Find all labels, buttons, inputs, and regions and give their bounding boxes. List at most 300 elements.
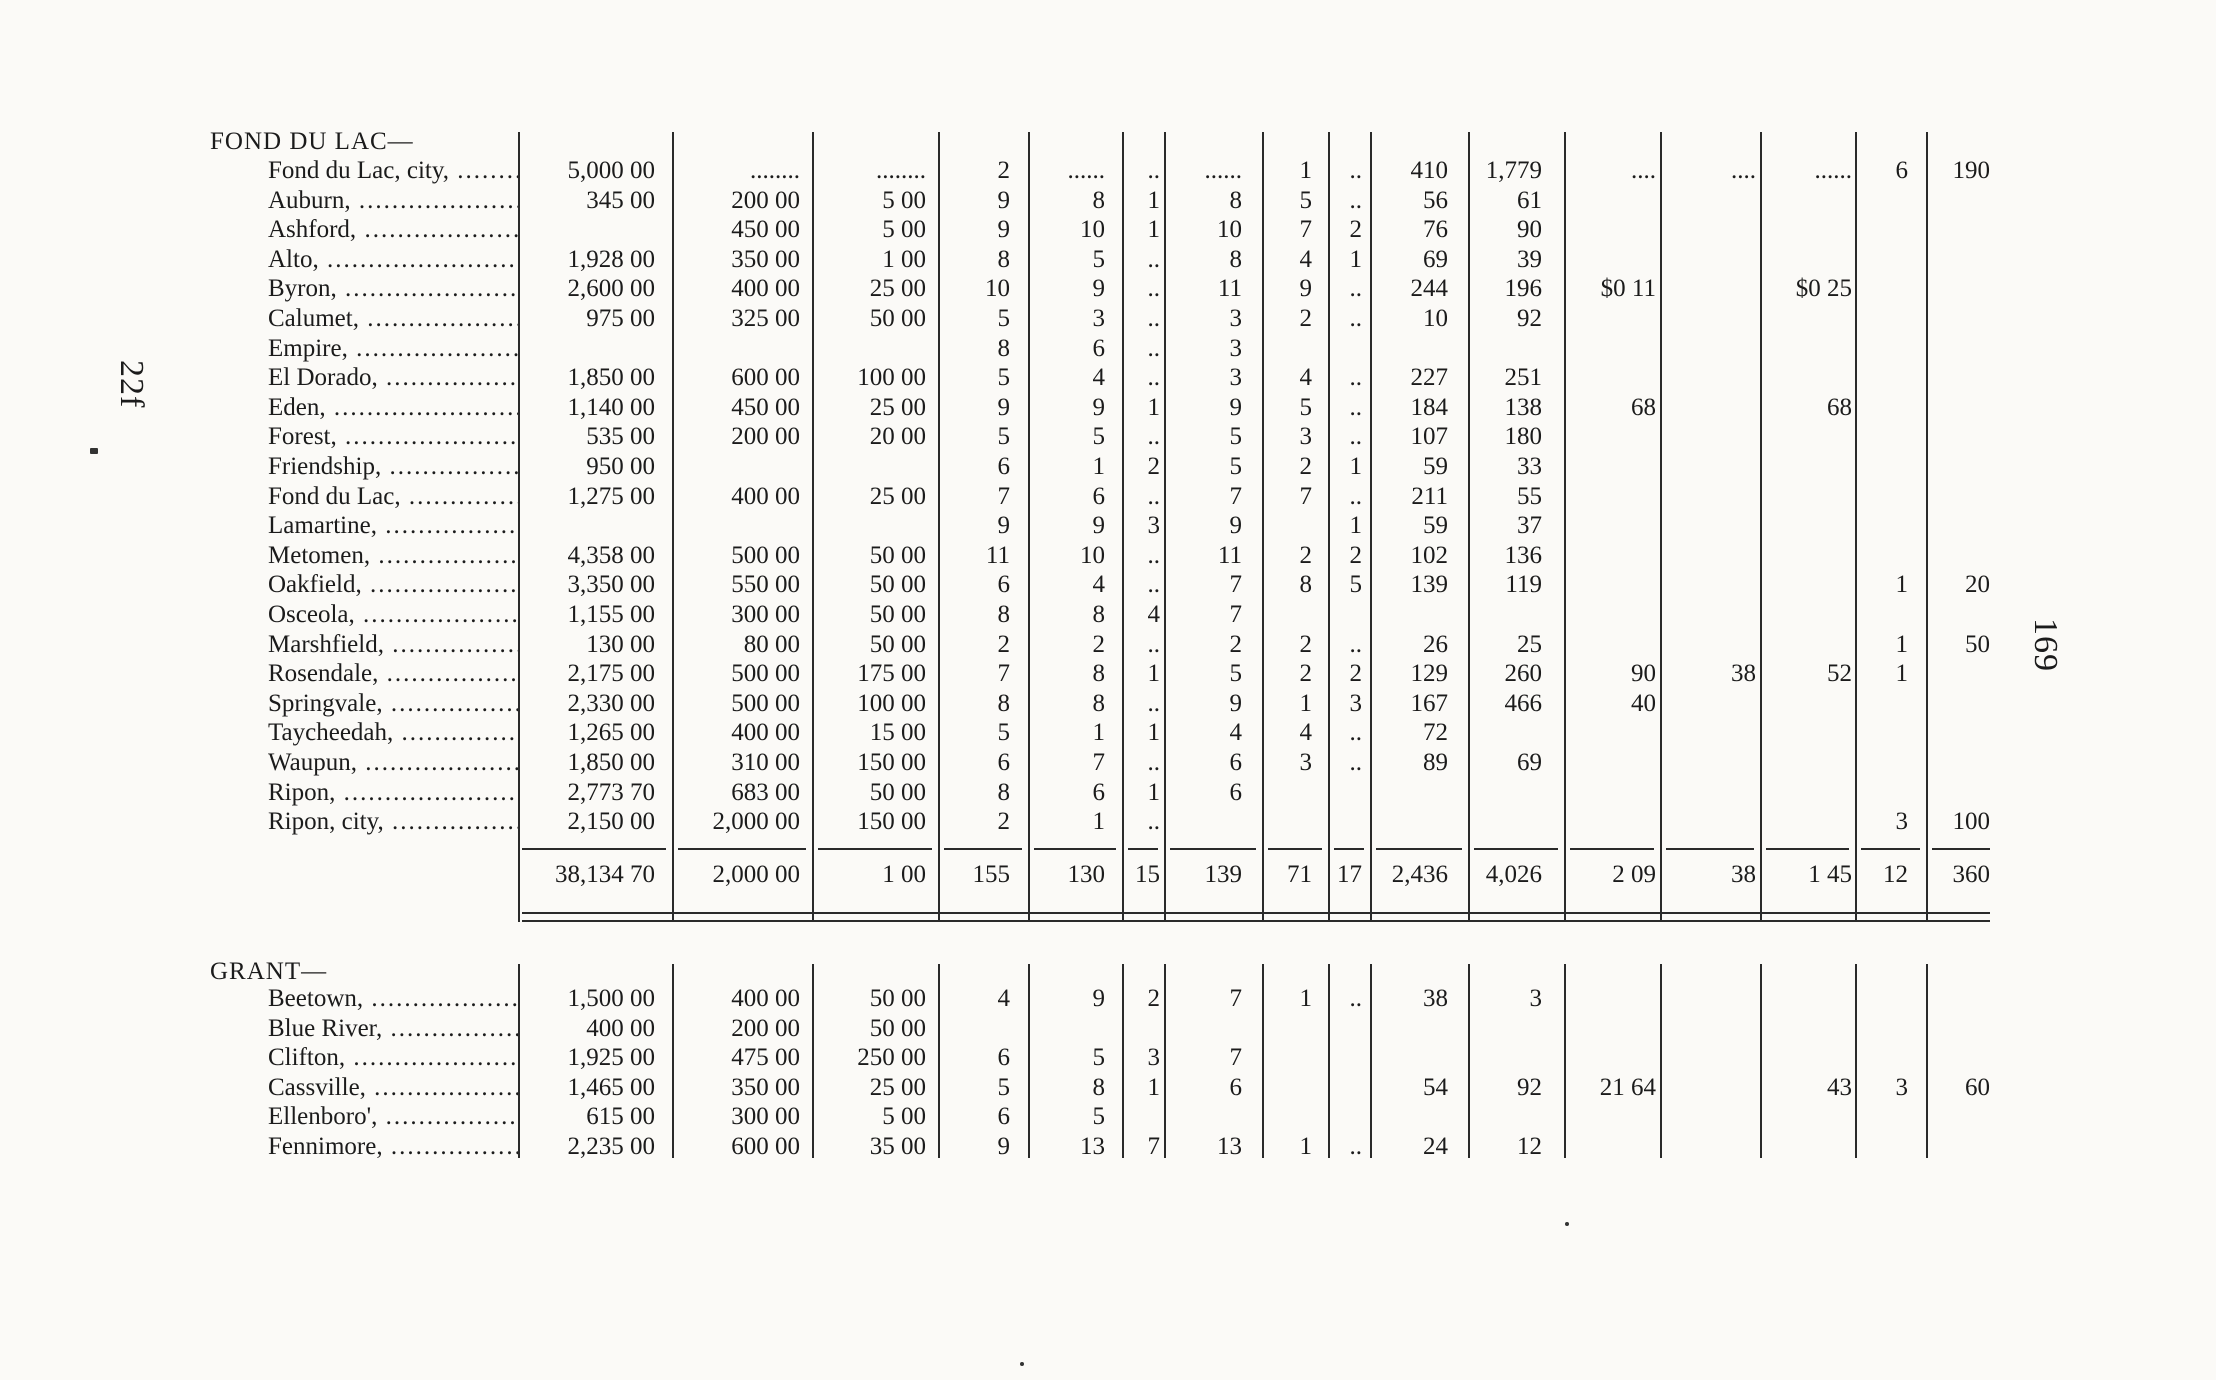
table-row: [0, 1014, 2216, 1043]
table-cell: 211: [1411, 482, 1448, 510]
table-cell: 8: [997, 778, 1010, 806]
town-name: Byron, .....: [268, 274, 518, 303]
table-cell: 80 00: [743, 630, 800, 658]
table-cell: 175 00: [857, 660, 926, 688]
table-cell: 180: [1504, 423, 1542, 451]
town-name: Eden, .....: [268, 393, 518, 422]
table-cell: 8: [997, 601, 1010, 628]
table-cell: 1: [1092, 453, 1105, 480]
table-cell: 7: [1147, 1133, 1160, 1160]
table-cell: 68: [1827, 393, 1852, 421]
table-cell: 2,175 00: [567, 660, 655, 688]
table-cell: 76: [1423, 216, 1448, 244]
table-cell: 1: [1092, 719, 1105, 747]
table-cell: 6: [1092, 482, 1105, 510]
table-cell: 975 00: [586, 305, 655, 332]
table-cell: ..: [1147, 571, 1160, 599]
table-cell: 3: [1299, 749, 1312, 776]
table-cell: 9: [997, 512, 1010, 540]
row-rule: [1932, 848, 1990, 850]
table-cell: 3: [1229, 334, 1242, 362]
table-cell: 38: [1423, 985, 1448, 1012]
table-cell: 2: [1147, 985, 1160, 1012]
table-cell: 25 00: [869, 393, 926, 421]
table-cell: 3: [1529, 985, 1542, 1012]
table-cell: 260: [1504, 660, 1542, 688]
table-cell: 1,500 00: [567, 985, 655, 1012]
total-cell: 15: [1135, 861, 1160, 888]
table-cell: 683 00: [731, 778, 800, 806]
table-cell: 950 00: [586, 453, 655, 480]
table-cell: 400 00: [731, 985, 800, 1012]
table-cell: ..: [1147, 157, 1160, 184]
table-cell: ..: [1147, 689, 1160, 717]
town-name: Marshfield, .....: [268, 630, 518, 659]
table-cell: 200 00: [731, 1014, 800, 1042]
table-cell: 89: [1423, 749, 1448, 776]
table-cell: 8: [1092, 601, 1105, 628]
table-cell: ..: [1349, 1133, 1362, 1160]
table-cell: 5: [1229, 660, 1242, 688]
table-cell: 8: [1092, 689, 1105, 717]
town-name: Blue River, .....: [268, 1014, 518, 1043]
table-cell: ..: [1349, 985, 1362, 1012]
table-cell: 3: [1229, 364, 1242, 392]
table-cell: 59: [1423, 453, 1448, 480]
table-cell: 8: [997, 689, 1010, 717]
page-number: 169: [2027, 618, 2064, 672]
row-rule: [1766, 848, 1849, 850]
table-cell: ..: [1349, 719, 1362, 747]
table-row: [0, 718, 2216, 747]
table-cell: 33: [1517, 453, 1542, 480]
section-title-grant: GRANT—: [210, 958, 328, 985]
table-cell: 535 00: [586, 423, 655, 451]
table-cell: 10: [1080, 216, 1105, 244]
table-cell: 1: [1299, 689, 1312, 717]
table-cell: 5: [1229, 453, 1242, 480]
table-cell: ......: [1204, 157, 1242, 184]
table-cell: 50 00: [869, 541, 926, 569]
total-cell: 2,000 00: [712, 861, 800, 888]
town-name: Ashford, .....: [268, 215, 518, 244]
town-name: Clifton, .....: [268, 1043, 518, 1072]
table-cell: 52: [1827, 660, 1852, 688]
table-row: [0, 570, 2216, 599]
table-cell: ..: [1147, 541, 1160, 569]
table-cell: 4: [1299, 364, 1312, 392]
town-name: Friendship, .....: [268, 452, 518, 481]
total-cell: 2,436: [1391, 861, 1448, 888]
table-cell: 1: [1147, 719, 1160, 747]
table-cell: 2: [1299, 453, 1312, 480]
table-cell: 92: [1517, 305, 1542, 332]
town-name: Oakfield, .....: [268, 570, 518, 599]
table-cell: 1: [1147, 393, 1160, 421]
row-rule: [944, 848, 1022, 850]
section-title-fond-du-lac: FOND DU LAC—: [210, 128, 414, 155]
table-row: [0, 452, 2216, 481]
table-cell: 150 00: [857, 808, 926, 836]
table-cell: 200 00: [731, 186, 800, 214]
table-cell: 466: [1504, 689, 1542, 717]
table-cell: ..: [1349, 630, 1362, 658]
table-cell: 6: [997, 749, 1010, 776]
table-cell: 9: [1229, 689, 1242, 717]
table-cell: 5: [1299, 186, 1312, 214]
row-rule: [522, 920, 1990, 922]
row-rule: [678, 848, 806, 850]
town-name: Springvale, .....: [268, 689, 518, 718]
town-name: Taycheedah, .....: [268, 718, 518, 747]
totals-row: [0, 860, 2216, 889]
table-cell: 92: [1517, 1073, 1542, 1101]
table-cell: 68: [1631, 393, 1656, 421]
table-cell: 3,350 00: [567, 571, 655, 599]
table-cell: 6: [1092, 334, 1105, 362]
table-cell: 56: [1423, 186, 1448, 214]
table-cell: 12: [1517, 1133, 1542, 1160]
table-cell: 9: [1299, 275, 1312, 303]
table-cell: ..: [1349, 393, 1362, 421]
table-cell: 2,773 70: [567, 778, 655, 806]
table-cell: 25 00: [869, 482, 926, 510]
table-cell: 450 00: [731, 393, 800, 421]
table-row: [0, 807, 2216, 836]
table-row: [0, 334, 2216, 363]
table-cell: 5: [997, 364, 1010, 392]
table-cell: 5: [997, 305, 1010, 332]
table-cell: 1: [1147, 186, 1160, 214]
table-cell: 20 00: [869, 423, 926, 451]
table-cell: 6: [1092, 778, 1105, 806]
table-cell: 10: [1080, 541, 1105, 569]
total-cell: 38,134 70: [555, 861, 655, 888]
table-cell: 2: [1299, 541, 1312, 569]
table-cell: ..: [1147, 305, 1160, 332]
row-rule: [1376, 848, 1462, 850]
table-cell: 7: [1229, 1044, 1242, 1072]
table-cell: 244: [1410, 275, 1448, 303]
table-cell: 119: [1505, 571, 1542, 599]
table-cell: 450 00: [731, 216, 800, 244]
table-cell: 69: [1423, 245, 1448, 273]
table-cell: ......: [1814, 157, 1852, 184]
table-cell: 1: [1299, 157, 1312, 184]
table-cell: 167: [1410, 689, 1448, 717]
table-cell: 5: [1299, 393, 1312, 421]
table-cell: 1,275 00: [567, 482, 655, 510]
table-cell: 7: [1299, 216, 1312, 244]
table-cell: 400 00: [586, 1014, 655, 1042]
table-cell: 11: [1217, 541, 1242, 569]
table-cell: 2,600 00: [567, 275, 655, 303]
table-cell: 1: [1147, 660, 1160, 688]
table-cell: 139: [1410, 571, 1448, 599]
total-cell: 139: [1204, 861, 1242, 888]
table-cell: 10: [1423, 305, 1448, 332]
table-row: [0, 186, 2216, 215]
table-row: [0, 511, 2216, 540]
table-cell: 5 00: [882, 186, 926, 214]
table-cell: 300 00: [731, 601, 800, 628]
table-cell: 2: [1349, 660, 1362, 688]
table-cell: 5: [1229, 423, 1242, 451]
table-cell: ..: [1147, 275, 1160, 303]
row-rule: [1570, 848, 1654, 850]
table-cell: ..: [1147, 630, 1160, 658]
table-cell: 250 00: [857, 1044, 926, 1072]
table-cell: $0 11: [1600, 275, 1656, 303]
table-cell: 8: [1229, 245, 1242, 273]
row-rule: [1268, 848, 1322, 850]
table-cell: ..: [1147, 334, 1160, 362]
table-cell: ..: [1147, 749, 1160, 776]
table-cell: 100: [1952, 808, 1990, 836]
table-cell: 1,465 00: [567, 1073, 655, 1101]
total-cell: 38: [1731, 861, 1756, 888]
table-cell: 20: [1965, 571, 1990, 599]
table-cell: 15 00: [869, 719, 926, 747]
town-name: Metomen, .....: [268, 541, 518, 570]
table-cell: 11: [985, 541, 1010, 569]
table-cell: ....: [1731, 157, 1756, 184]
table-cell: 100 00: [857, 689, 926, 717]
table-cell: ....: [1631, 157, 1656, 184]
total-cell: 1 45: [1808, 861, 1852, 888]
table-cell: 500 00: [731, 541, 800, 569]
row-rule: [1474, 848, 1558, 850]
table-cell: 4: [997, 985, 1010, 1012]
table-cell: 251: [1504, 364, 1542, 392]
ink-speck: [1565, 1222, 1569, 1226]
table-cell: 4: [1229, 719, 1242, 747]
table-row: [0, 748, 2216, 777]
table-cell: 107: [1410, 423, 1448, 451]
table-cell: 1: [1895, 630, 1908, 658]
table-cell: 2: [1349, 541, 1362, 569]
row-rule: [1861, 848, 1920, 850]
table-cell: 2: [1299, 660, 1312, 688]
table-cell: 54: [1423, 1073, 1448, 1101]
town-name: Auburn, .....: [268, 186, 518, 215]
table-cell: 39: [1517, 245, 1542, 273]
table-cell: 400 00: [731, 719, 800, 747]
table-cell: 25 00: [869, 275, 926, 303]
table-cell: 5: [1092, 1103, 1105, 1131]
row-rule: [1666, 848, 1754, 850]
row-rule: [522, 848, 666, 850]
table-cell: 60: [1965, 1073, 1990, 1101]
town-name: Beetown, .....: [268, 984, 518, 1013]
table-cell: 1: [1349, 245, 1362, 273]
table-cell: 350 00: [731, 1073, 800, 1101]
table-cell: 1: [1147, 1073, 1160, 1101]
table-cell: 1: [1895, 571, 1908, 599]
table-cell: ..: [1147, 808, 1160, 836]
total-cell: 12: [1883, 861, 1908, 888]
table-cell: 1: [1147, 216, 1160, 244]
table-cell: 8: [997, 245, 1010, 273]
table-cell: 6: [1229, 778, 1242, 806]
table-cell: 2: [1299, 630, 1312, 658]
table-cell: 1,928 00: [567, 245, 655, 273]
table-cell: 9: [1092, 985, 1105, 1012]
table-row: [0, 1073, 2216, 1102]
town-name: Fond du Lac, .....: [268, 482, 518, 511]
table-cell: 50 00: [869, 630, 926, 658]
table-cell: 1: [1299, 985, 1312, 1012]
table-row: [0, 659, 2216, 688]
table-cell: 615 00: [586, 1103, 655, 1131]
table-cell: 500 00: [731, 660, 800, 688]
table-cell: 3: [1895, 808, 1908, 836]
table-cell: 5,000 00: [567, 157, 655, 184]
table-row: [0, 689, 2216, 718]
table-cell: 72: [1423, 719, 1448, 747]
table-cell: 9: [997, 186, 1010, 214]
town-name: Alto, .....: [268, 245, 518, 274]
table-cell: 2,000 00: [712, 808, 800, 836]
table-row: [0, 422, 2216, 451]
table-cell: 2,330 00: [567, 689, 655, 717]
table-cell: 3: [1349, 689, 1362, 717]
table-cell: ..: [1147, 423, 1160, 451]
table-cell: 3: [1229, 305, 1242, 332]
table-cell: 400 00: [731, 275, 800, 303]
table-cell: 21 64: [1599, 1073, 1656, 1101]
table-row: [0, 482, 2216, 511]
table-cell: ..: [1147, 482, 1160, 510]
table-cell: 1: [1349, 453, 1362, 480]
table-cell: 1,265 00: [567, 719, 655, 747]
table-cell: 5 00: [882, 216, 926, 244]
ink-speck: [90, 448, 98, 454]
signature-mark-left: 22f: [113, 360, 150, 409]
table-cell: 9: [1229, 512, 1242, 540]
total-cell: 2 09: [1612, 861, 1656, 888]
table-cell: 1: [1092, 808, 1105, 836]
table-cell: 2,150 00: [567, 808, 655, 836]
table-row: [0, 541, 2216, 570]
table-cell: 5: [997, 1073, 1010, 1101]
table-cell: 7: [1229, 985, 1242, 1012]
table-cell: 4: [1299, 719, 1312, 747]
table-row: [0, 393, 2216, 422]
table-cell: 150 00: [857, 749, 926, 776]
table-cell: 10: [985, 275, 1010, 303]
table-cell: 4: [1092, 364, 1105, 392]
table-cell: 325 00: [731, 305, 800, 332]
table-cell: 90: [1517, 216, 1542, 244]
table-cell: 100 00: [857, 364, 926, 392]
table-cell: 6: [1895, 157, 1908, 184]
town-name: Ellenboro', .....: [268, 1102, 518, 1131]
table-cell: 2: [1229, 630, 1242, 658]
table-cell: ..: [1349, 482, 1362, 510]
table-cell: 5: [1092, 245, 1105, 273]
table-cell: 8: [997, 334, 1010, 362]
ink-speck: [1020, 1362, 1024, 1366]
table-cell: 4,358 00: [567, 541, 655, 569]
town-name: Waupun, .....: [268, 748, 518, 777]
table-cell: 50 00: [869, 778, 926, 806]
table-row: [0, 1043, 2216, 1072]
table-cell: 500 00: [731, 689, 800, 717]
table-cell: 5: [997, 423, 1010, 451]
table-cell: 3: [1299, 423, 1312, 451]
total-cell: 71: [1287, 861, 1312, 888]
town-name: Empire, .....: [268, 334, 518, 363]
total-cell: 130: [1067, 861, 1105, 888]
table-cell: 13: [1217, 1133, 1242, 1160]
table-cell: 25: [1517, 630, 1542, 658]
table-cell: 102: [1410, 541, 1448, 569]
table-cell: 9: [1229, 393, 1242, 421]
table-cell: 350 00: [731, 245, 800, 273]
table-cell: 5: [1349, 571, 1362, 599]
table-row: [0, 600, 2216, 629]
town-name: Lamartine, .....: [268, 511, 518, 540]
table-cell: ..: [1349, 364, 1362, 392]
table-cell: 345 00: [586, 186, 655, 214]
table-cell: 50 00: [869, 985, 926, 1012]
table-cell: 6: [997, 453, 1010, 480]
row-rule: [1128, 848, 1158, 850]
table-cell: 59: [1423, 512, 1448, 540]
table-cell: 5: [997, 719, 1010, 747]
table-cell: 4: [1092, 571, 1105, 599]
table-cell: ..: [1349, 157, 1362, 184]
table-cell: 5: [1092, 423, 1105, 451]
table-cell: 50 00: [869, 1014, 926, 1042]
table-cell: 40: [1631, 689, 1656, 717]
table-cell: 4: [1299, 245, 1312, 273]
table-cell: 25 00: [869, 1073, 926, 1101]
table-cell: 600 00: [731, 364, 800, 392]
table-cell: 2: [1349, 216, 1362, 244]
table-cell: 2: [1147, 453, 1160, 480]
table-cell: 2: [997, 808, 1010, 836]
town-name: Osceola, .....: [268, 600, 518, 629]
table-cell: 50 00: [869, 305, 926, 332]
table-cell: ..: [1349, 749, 1362, 776]
table-cell: 4: [1147, 601, 1160, 628]
table-cell: ........: [750, 157, 800, 184]
table-cell: 50 00: [869, 601, 926, 628]
table-cell: 3: [1092, 305, 1105, 332]
table-cell: 11: [1217, 275, 1242, 303]
table-cell: 50: [1965, 630, 1990, 658]
table-cell: 5 00: [882, 1103, 926, 1131]
table-row: [0, 984, 2216, 1013]
table-cell: 7: [1229, 571, 1242, 599]
table-cell: 50 00: [869, 571, 926, 599]
total-cell: 17: [1337, 861, 1362, 888]
table-cell: 136: [1504, 541, 1542, 569]
table-cell: ..: [1349, 275, 1362, 303]
total-cell: 360: [1952, 861, 1990, 888]
table-cell: ......: [1067, 157, 1105, 184]
table-cell: 2: [997, 630, 1010, 658]
table-cell: 69: [1517, 749, 1542, 776]
table-cell: 7: [1092, 749, 1105, 776]
table-cell: ........: [876, 157, 926, 184]
table-cell: 300 00: [731, 1103, 800, 1131]
table-cell: 138: [1504, 393, 1542, 421]
table-cell: 35 00: [869, 1133, 926, 1160]
table-cell: 9: [997, 393, 1010, 421]
